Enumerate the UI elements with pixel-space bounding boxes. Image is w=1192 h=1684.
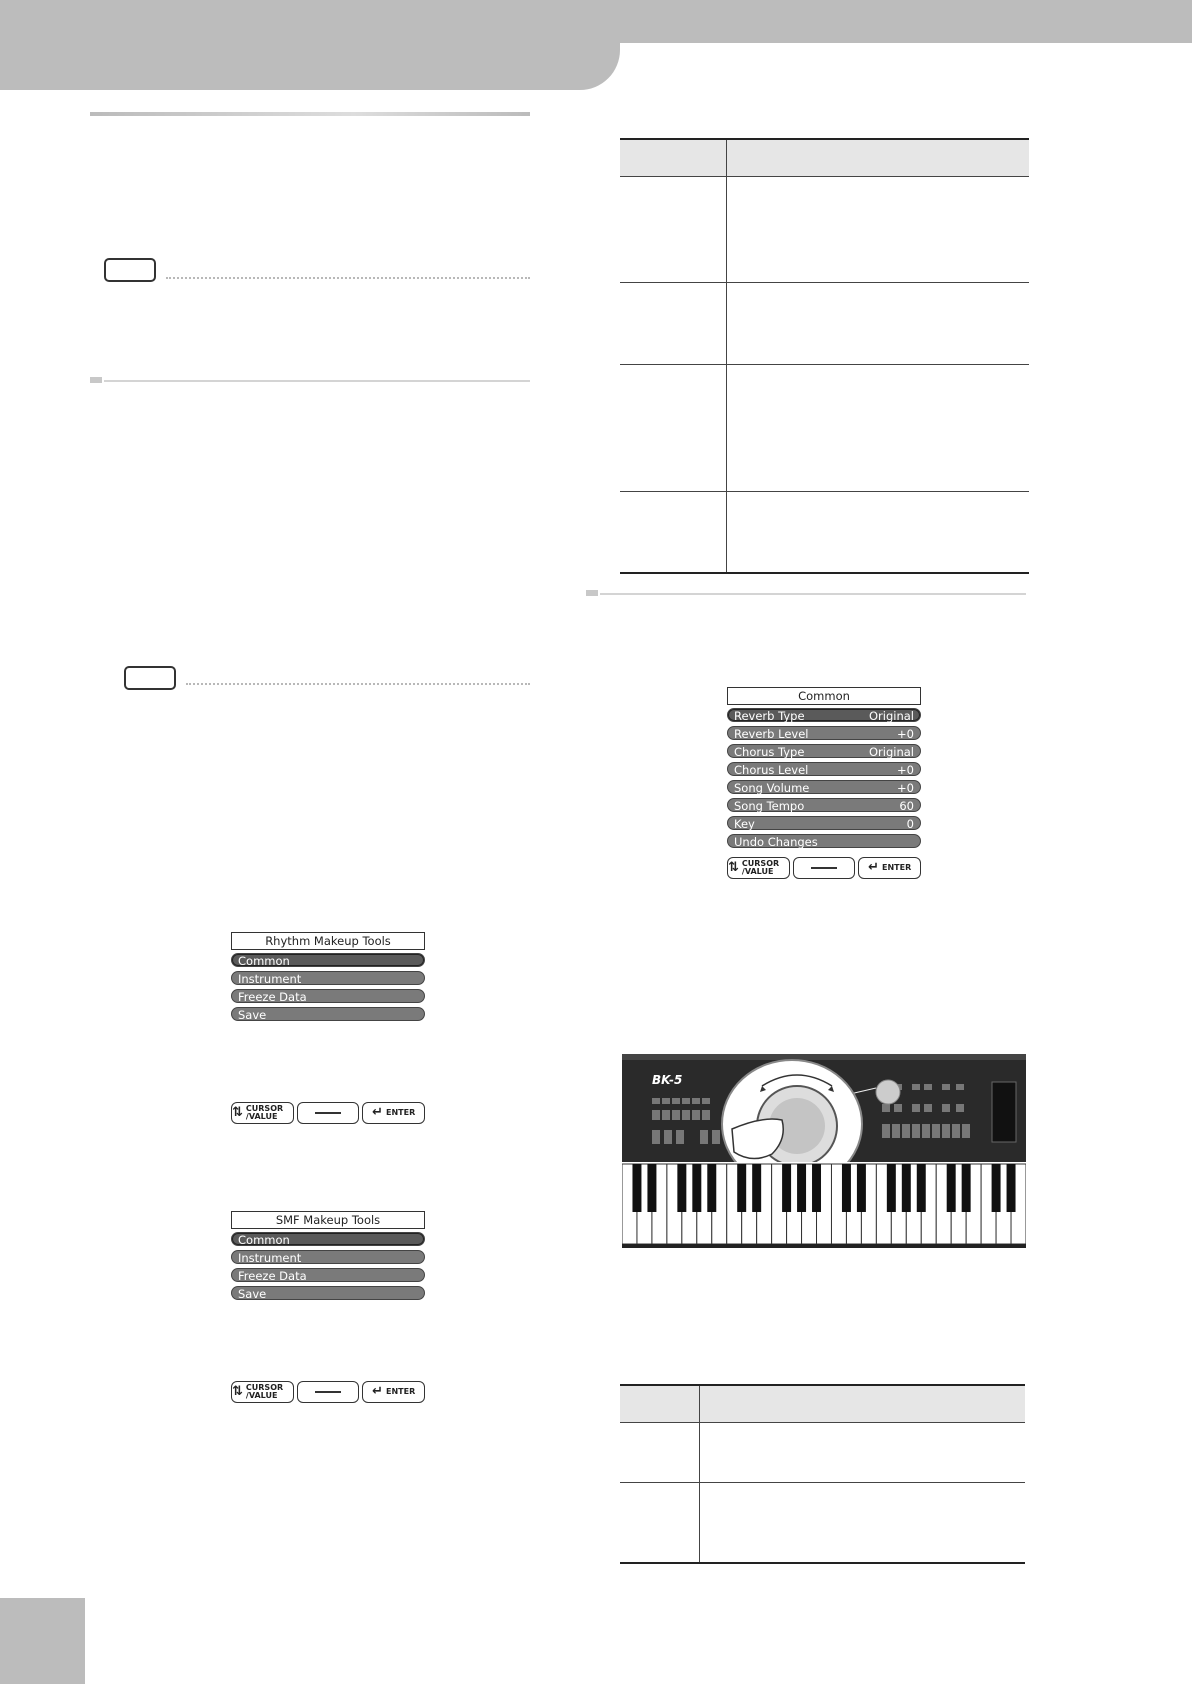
black-key [992, 1164, 1001, 1212]
menu-item-common[interactable]: Common [231, 1232, 425, 1246]
keyboard-dial-illustration [622, 1054, 1026, 1248]
menu-item-common[interactable]: Common [231, 953, 425, 967]
black-key [677, 1164, 686, 1212]
enter-button[interactable]: ↵ ENTER [362, 1102, 425, 1124]
note-divider [166, 277, 530, 279]
menu-item-instrument[interactable]: Instrument [231, 1250, 425, 1264]
note-marker [104, 258, 156, 282]
blank-button[interactable] [297, 1381, 360, 1403]
param-key[interactable]: Key 0 [727, 816, 921, 830]
rhythm-screen-buttons [231, 1102, 425, 1124]
param-song-volume[interactable]: Song Volume +0 [727, 780, 921, 794]
screen-title: Common [727, 687, 921, 705]
menu-item-freeze-data[interactable]: Freeze Data [231, 989, 425, 1003]
black-key [707, 1164, 716, 1212]
black-key [797, 1164, 806, 1212]
menu-item-freeze-data[interactable]: Freeze Data [231, 1268, 425, 1282]
black-key [692, 1164, 701, 1212]
subsection-rule [600, 593, 1026, 595]
up-down-arrow-icon: ⇅ [728, 860, 739, 875]
parameter-table [620, 138, 1029, 574]
black-key [902, 1164, 911, 1212]
black-key [737, 1164, 746, 1212]
cursor-value-button[interactable]: ⇅ CURSOR /VALUE [231, 1381, 294, 1403]
up-down-arrow-icon: ⇅ [232, 1384, 243, 1399]
enter-button[interactable]: ↵ ENTER [362, 1381, 425, 1403]
param-chorus-level[interactable]: Chorus Level +0 [727, 762, 921, 776]
common-screen [727, 687, 921, 852]
black-key [887, 1164, 896, 1212]
menu-item-save[interactable]: Save [231, 1007, 425, 1021]
subsection-marker [90, 377, 102, 383]
model-label: BK-5 [652, 1073, 683, 1087]
blank-button[interactable] [297, 1102, 360, 1124]
menu-item-save[interactable]: Save [231, 1286, 425, 1300]
param-song-tempo[interactable]: Song Tempo 60 [727, 798, 921, 812]
up-down-arrow-icon: ⇅ [232, 1105, 243, 1120]
enter-icon: ↵ [372, 1384, 383, 1399]
black-key [752, 1164, 761, 1212]
section-rule [90, 112, 530, 116]
param-reverb-type[interactable]: Reverb Type Original [727, 708, 921, 722]
screen-title: Rhythm Makeup Tools [231, 932, 425, 950]
page-number-tab [0, 1598, 85, 1684]
note-marker [124, 666, 176, 690]
black-key [947, 1164, 956, 1212]
black-key [1007, 1164, 1016, 1212]
smf-screen-buttons [231, 1381, 425, 1403]
black-key [917, 1164, 926, 1212]
menu-item-instrument[interactable]: Instrument [231, 971, 425, 985]
enter-icon: ↵ [868, 860, 879, 875]
black-key [857, 1164, 866, 1212]
header-tab [0, 0, 620, 90]
rhythm-makeup-tools-screen [231, 932, 425, 1025]
subsection-marker [586, 590, 598, 596]
black-key [812, 1164, 821, 1212]
enter-icon: ↵ [372, 1105, 383, 1120]
black-key [962, 1164, 971, 1212]
value-table [620, 1384, 1025, 1564]
black-key [842, 1164, 851, 1212]
cursor-value-button[interactable]: ⇅ CURSOR /VALUE [727, 857, 790, 879]
subsection-rule [104, 380, 530, 382]
black-key [647, 1164, 656, 1212]
param-reverb-level[interactable]: Reverb Level +0 [727, 726, 921, 740]
cursor-value-button[interactable]: ⇅ CURSOR /VALUE [231, 1102, 294, 1124]
blank-button[interactable] [793, 857, 856, 879]
param-chorus-type[interactable]: Chorus Type Original [727, 744, 921, 758]
param-undo-changes[interactable]: Undo Changes [727, 834, 921, 848]
smf-makeup-tools-screen [231, 1211, 425, 1304]
black-key [782, 1164, 791, 1212]
screen-title: SMF Makeup Tools [231, 1211, 425, 1229]
common-screen-buttons [727, 857, 921, 879]
note-divider [186, 683, 530, 685]
enter-button[interactable]: ↵ ENTER [858, 857, 921, 879]
black-key [632, 1164, 641, 1212]
